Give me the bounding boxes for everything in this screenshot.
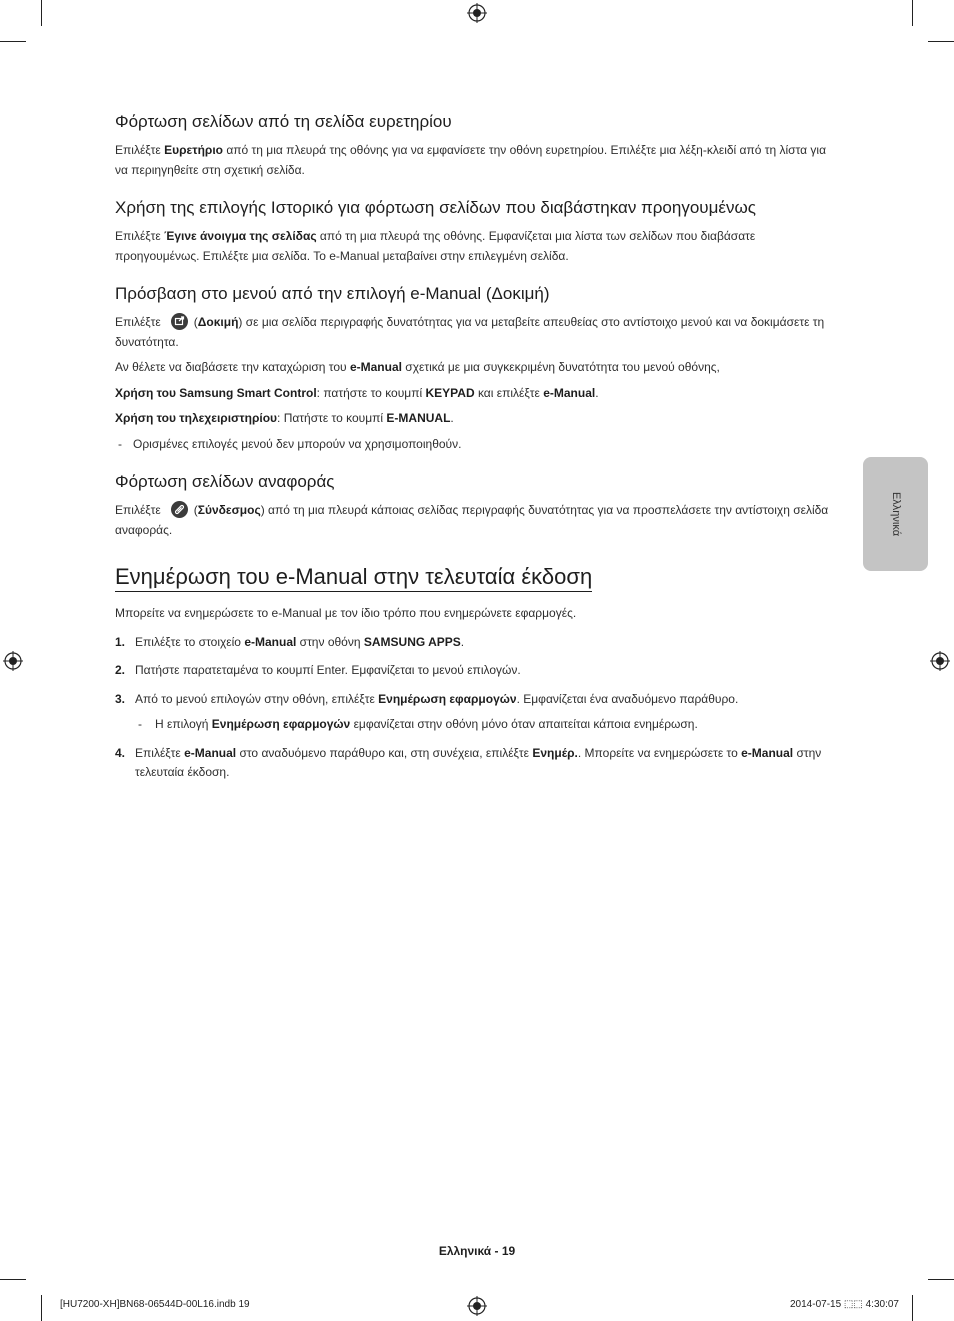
text: στην τελευταία έκδοση. bbox=[135, 745, 822, 779]
text: Επιλέξτε το στοιχείο bbox=[135, 634, 245, 649]
bold-term: Ενημέρ. bbox=[532, 745, 578, 760]
text: ) σε μια σελίδα περιγραφής δυνατότητας για να μεταβείτε απευθείας στο αντίστοιχο μενού και να δοκιμάσετε τη δυνατότητα. bbox=[115, 315, 825, 349]
text: Επιλέξτε bbox=[115, 503, 161, 517]
paragraph bbox=[115, 141, 830, 180]
external-link-icon bbox=[171, 313, 188, 330]
paragraph bbox=[115, 227, 830, 266]
section-heading: Πρόσβαση στο μενού από την επιλογή e-Manual (Δοκιμή) bbox=[115, 284, 550, 303]
bold-term: e-Manual bbox=[349, 360, 402, 374]
text: Επιλέξτε bbox=[115, 229, 165, 243]
text: . Εμφανίζεται ένα αναδυόμενο παράθυρο. bbox=[516, 691, 739, 706]
list-item bbox=[115, 633, 830, 653]
text: Από το μενού επιλογών στην οθόνη, επιλέξτε bbox=[135, 691, 379, 706]
step-number: 2. bbox=[115, 663, 126, 677]
paragraph bbox=[115, 358, 830, 378]
bold-term: e-Manual bbox=[244, 634, 297, 649]
text: . bbox=[450, 411, 454, 425]
registration-mark-icon bbox=[3, 651, 23, 671]
text: από τη μια πλευρά της οθόνης. Εμφανίζεται μια λίστα των σελίδων που διαβάσατε προηγουμένως. Επιλέξτε μια σελίδα. Το e-Manual μεταβαίνει στην επιλεγμένη σελίδα. bbox=[115, 229, 756, 263]
text: στο αναδυόμενο παράθυρο και, στη συνέχεια, επιλέξτε bbox=[236, 745, 533, 760]
registration-mark-icon bbox=[467, 3, 487, 23]
text: και επιλέξτε bbox=[474, 385, 544, 400]
intro-paragraph: Μπορείτε να ενημερώσετε το e-Manual με τον ίδιο τρόπο που ενημερώνετε εφαρμογές. bbox=[115, 606, 577, 620]
text: από τη μια πλευρά της οθόνης για να εμφανίσετε την οθόνη ευρετηρίου. Επιλέξτε μια λέξη-κλειδί από τη λίστα για να περιηγηθείτε στη σχετική σελίδα. bbox=[115, 143, 827, 177]
crop-mark bbox=[0, 41, 26, 42]
step-number: 1. bbox=[115, 634, 126, 649]
bold-term: KEYPAD bbox=[425, 385, 475, 400]
text: Η επιλογή bbox=[155, 717, 212, 731]
registration-mark-icon bbox=[467, 1296, 487, 1316]
bold-term: e-Manual bbox=[543, 385, 596, 400]
note bbox=[115, 435, 830, 455]
text: Πατήστε παρατεταμένα το κουμπί Enter. Εμφανίζεται το μενού επιλογών. bbox=[135, 663, 521, 677]
crop-mark bbox=[41, 1295, 42, 1321]
list-item bbox=[115, 661, 830, 681]
text: σχετικά με μια συγκεκριμένη δυνατότητα του μενού οθόνης, bbox=[401, 360, 720, 374]
section-heading: Φόρτωση σελίδων από τη σελίδα ευρετηρίου bbox=[115, 112, 452, 131]
bold-term: SAMSUNG APPS bbox=[363, 634, 461, 649]
crop-mark bbox=[0, 1279, 26, 1280]
bold-term: Χρήση του Samsung Smart Control bbox=[115, 385, 317, 400]
text: : Πατήστε το κουμπί bbox=[277, 411, 387, 425]
bold-term: Χρήση του τηλεχειριστηρίου bbox=[115, 411, 278, 425]
footer-file: [HU7200-XH]BN68-06544D-00L16.indb 19 bbox=[60, 1299, 250, 1310]
text: Επιλέξτε bbox=[115, 315, 161, 329]
text: Επιλέξτε bbox=[115, 143, 165, 157]
bold-term: Δοκιμή bbox=[197, 315, 239, 329]
text: Επιλέξτε bbox=[135, 745, 185, 760]
text: Αν θέλετε να διαβάσετε την καταχώριση του bbox=[115, 360, 350, 374]
text: ) από τη μια πλευρά κάποιας σελίδας περιγραφής δυνατότητας για να προσπελάσετε την αντίστοιχη σελίδα αναφοράς. bbox=[115, 503, 829, 537]
steps-list bbox=[115, 633, 830, 783]
text: ( bbox=[193, 315, 198, 329]
paragraph bbox=[115, 313, 830, 352]
crop-mark bbox=[928, 41, 954, 42]
footer-datetime: 2014-07-15 ⬚⬚ 4:30:07 bbox=[790, 1299, 899, 1310]
section-try-now bbox=[115, 284, 830, 454]
step-number: 4. bbox=[115, 745, 126, 760]
sub-note bbox=[135, 715, 830, 735]
section-heading: Χρήση της επιλογής Ιστορικό για φόρτωση σελίδων που διαβάστηκαν προηγουμένως bbox=[115, 198, 756, 217]
bold-term: Έγινε άνοιγμα της σελίδας bbox=[164, 229, 317, 243]
bold-term: Σύνδεσμος bbox=[197, 503, 261, 517]
bold-term: e-Manual bbox=[184, 745, 237, 760]
section-index bbox=[115, 112, 830, 180]
paragraph bbox=[115, 384, 830, 404]
paragraph bbox=[115, 409, 830, 429]
bold-term: E-MANUAL bbox=[386, 411, 451, 425]
section-heading: Φόρτωση σελίδων αναφοράς bbox=[115, 472, 335, 491]
text: : πατήστε το κουμπί bbox=[316, 385, 426, 400]
section-link bbox=[115, 472, 830, 540]
bold-term: e-Manual bbox=[741, 745, 794, 760]
crop-mark bbox=[912, 0, 913, 26]
language-side-tab bbox=[863, 457, 928, 571]
paragraph bbox=[115, 501, 830, 540]
bold-term: Ευρετήριο bbox=[164, 143, 223, 157]
page-title: Ενημέρωση του e-Manual στην τελευταία έκδοση bbox=[115, 564, 592, 592]
text: Ορισμένες επιλογές μενού δεν μπορούν να χρησιμοποιηθούν. bbox=[133, 436, 462, 451]
text: . bbox=[460, 634, 465, 649]
text: . Μπορείτε να ενημερώσετε το bbox=[577, 745, 742, 760]
text: ( bbox=[193, 503, 198, 517]
bold-term: Ενημέρωση εφαρμογών bbox=[211, 717, 351, 731]
bold-term: Ενημέρωση εφαρμογών bbox=[378, 691, 517, 706]
link-icon bbox=[171, 501, 188, 518]
text: στην οθόνη bbox=[296, 634, 364, 649]
text: . bbox=[595, 385, 599, 400]
note-dash: - bbox=[118, 436, 122, 451]
list-item bbox=[115, 690, 830, 735]
step-number: 3. bbox=[115, 691, 126, 706]
section-history bbox=[115, 198, 830, 266]
page-content bbox=[115, 112, 830, 792]
crop-mark bbox=[41, 0, 42, 26]
side-tab-label: Ελληνικά bbox=[889, 491, 902, 537]
crop-mark bbox=[928, 1279, 954, 1280]
page-number: Ελληνικά - 19 bbox=[438, 1244, 516, 1258]
section-update bbox=[115, 564, 830, 783]
list-item bbox=[115, 744, 830, 783]
crop-mark bbox=[912, 1295, 913, 1321]
registration-mark-icon bbox=[930, 651, 950, 671]
note-dash: - bbox=[138, 717, 142, 731]
text: εμφανίζεται στην οθόνη μόνο όταν απαιτείται κάποια ενημέρωση. bbox=[350, 717, 698, 731]
